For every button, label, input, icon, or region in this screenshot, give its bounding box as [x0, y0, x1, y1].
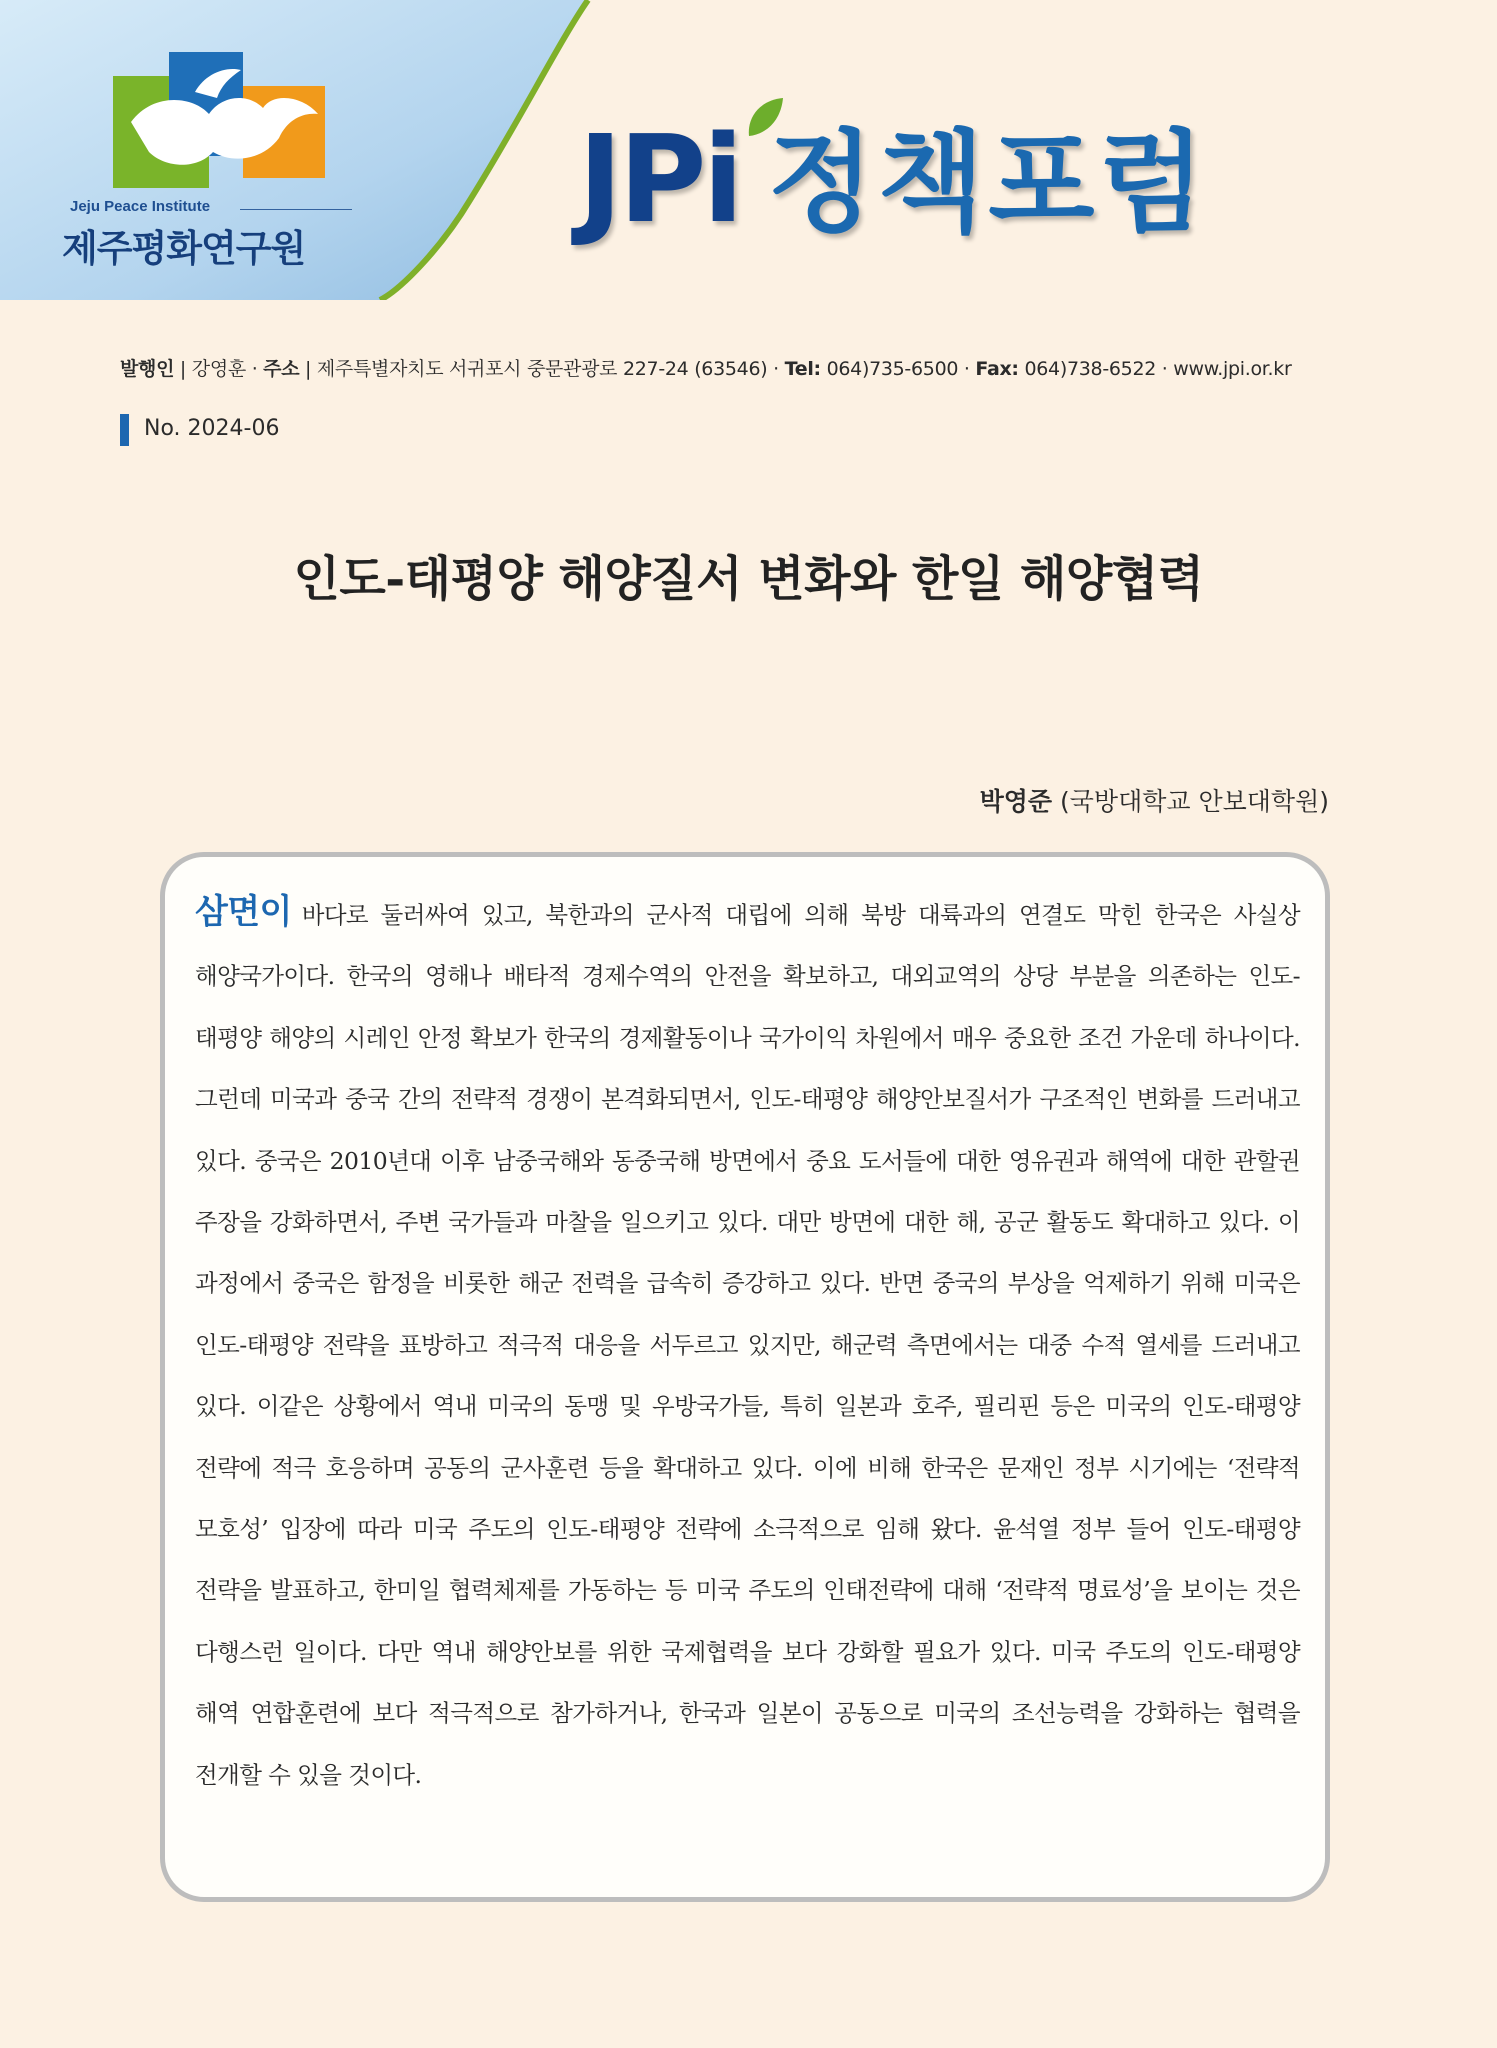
author-affiliation: (국방대학교 안보대학원) — [1060, 787, 1329, 816]
separator: | — [179, 358, 192, 380]
summary-lead-word: 삼면이 — [195, 892, 292, 932]
website-link[interactable]: www.jpi.or.kr — [1173, 358, 1292, 380]
publisher-label: 발행인 — [120, 358, 175, 380]
fax-label: Fax: — [975, 358, 1019, 380]
address-label: 주소 — [263, 358, 300, 380]
author-name: 박영준 — [979, 787, 1053, 816]
institute-logo — [113, 52, 323, 194]
fax: 064)738-6522 — [1024, 358, 1157, 380]
summary-text — [195, 882, 1300, 1806]
issue-number: No. 2024-06 — [144, 416, 280, 441]
separator: | — [305, 358, 317, 380]
author — [980, 782, 1329, 818]
dove-logo-icon — [113, 52, 325, 194]
institute-name-kr: 제주평화연구원 — [62, 227, 306, 270]
separator: · — [1161, 358, 1174, 380]
tel-label: Tel: — [784, 358, 821, 380]
summary-body: 바다로 둘러싸여 있고, 북한과의 군사적 대립에 의해 북방 대륙과의 연결도 막힌 한국은 사실상 해양국가이다. 한국의 영해나 배타적 경제수역의 안전을 확보하고, 대외교역의 상당 부분을 의존하는 인도-태평양 해양의 시레인 안정 확보가 한국의 경제활동이나 국가이익 차원에서 매우 중요한 조건 가운데 하나이다. 그런데 미국과 중국 간의 전략적 경쟁이 본격화되면서, 인도-태평양 해양안보질서가 구조적인 변화를 드러내고 있다. 중국은 2010년대 이후 남중국해와 동중국해 방면에서 중요 도서들에 대한 영유권과 해역에 대한 관할권 주장을 강화하면서, 주변 국가들과 마찰을 일으키고 있다. 대만 방면에 대한 해, 공군 활동도 확대하고 있다. 이 과정에서 중국은 함정을 비롯한 해군 전력을 급속히 증강하고 있다. 반면 중국의 부상을 억제하기 위해 미국은 인도-태평양 전략을 표방하고 적극적 대응을 서두르고 있지만, 해군력 측면에서는 대중 수적 열세를 드러내고 있다. 이같은 상황에서 역내 미국의 동맹 및 우방국가들, 특히 일본과 호주, 필리핀 등은 미국의 인도-태평양 전략에 적극 호응하며 공동의 군사훈련 등을 확대하고 있다. 이에 비해 한국은 문재인 정부 시기에는 ‘전략적 모호성’ 입장에 따라 미국 주도의 인도-태평양 전략에 소극적으로 임해 왔다. 윤석열 정부 들어 인도-태평양 전략을 발표하고, 한미일 협력체제를 가동하는 등 미국 주도의 인태전략에 대해 ‘전략적 명료성’을 보이는 것은 다행스런 일이다. 다만 역내 해양안보를 위한 국제협력을 보다 강화할 필요가 있다. 미국 주도의 인도-태평양 해역 연합훈련에 보다 적극적으로 참가하거나, 한국과 일본이 공동으로 미국의 조선능력을 강화하는 협력을 전개할 수 있을 것이다. — [195, 901, 1300, 1789]
separator: · — [251, 358, 264, 380]
brand-forum: 정책포럼 — [767, 119, 1209, 247]
brand-title — [578, 95, 1458, 265]
separator: · — [963, 358, 976, 380]
green-leaf-icon — [745, 96, 785, 140]
tel: 064)735-6500 — [826, 358, 959, 380]
publisher-name: 강영훈 — [191, 358, 246, 380]
address: 제주특별자치도 서귀포시 중문관광로 227-24 (63546) — [316, 358, 768, 380]
page-title: 인도-태평양 해양질서 변화와 한일 해양협력 — [293, 551, 1204, 607]
brand-jpi: JPi — [578, 111, 740, 250]
issue-marker — [120, 414, 129, 446]
separator: · — [773, 358, 785, 380]
publisher-info — [120, 354, 1380, 381]
institute-name-en: Jeju Peace Institute — [70, 198, 211, 215]
institute-rule — [240, 209, 352, 210]
